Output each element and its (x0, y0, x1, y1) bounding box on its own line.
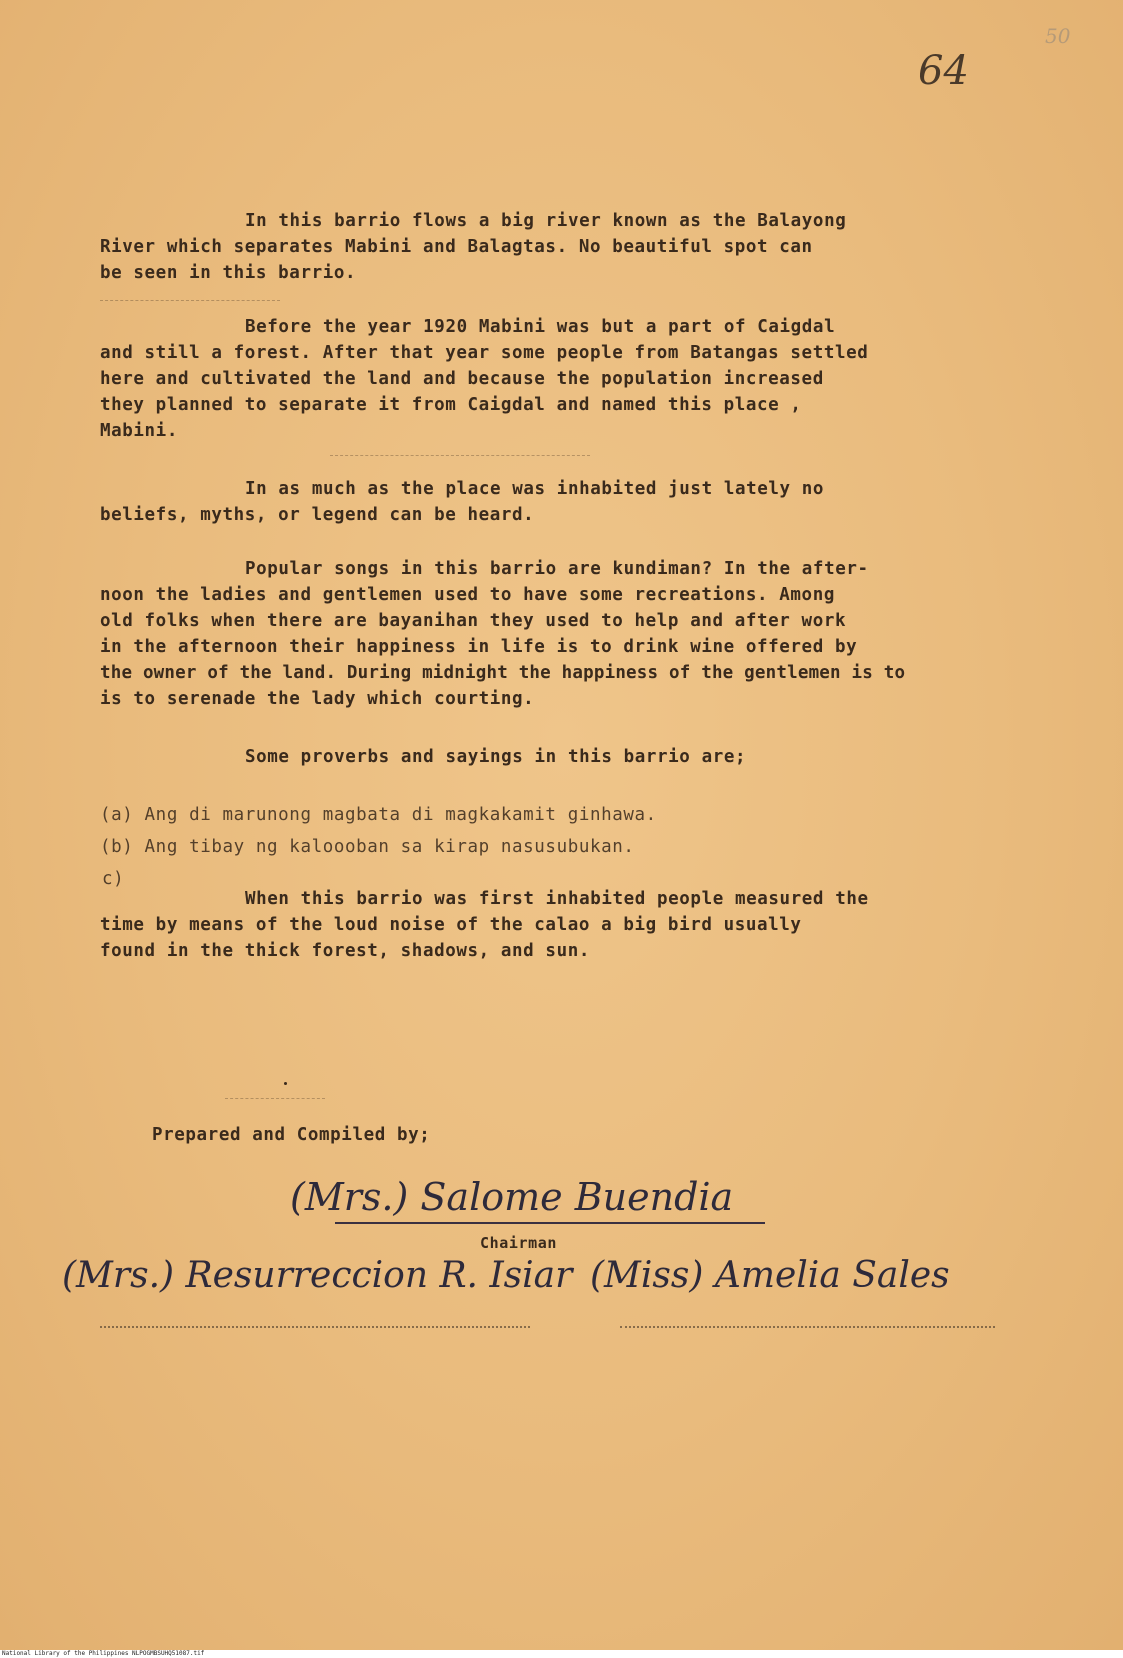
chairman-title: Chairman (480, 1234, 558, 1252)
paragraph3-line2: beliefs, myths, or legend can be heard. (100, 505, 535, 525)
chairman-signature-line (335, 1222, 765, 1224)
paragraph4-line4: in the afternoon their happiness in life is to drink wine offered by (100, 637, 858, 657)
prepared-by-label: Prepared and Compiled by; (152, 1125, 431, 1145)
member1-dotted-line (100, 1326, 530, 1328)
paragraph4-line6: is to serenade the lady which courting. (100, 689, 535, 709)
paragraph1-line1: In this barrio flows a big river known as the Balayong (245, 211, 847, 231)
member2-dotted-line (620, 1326, 995, 1328)
faint-dash (330, 455, 590, 456)
proverb-b: (b) Ang tibay ng kaloooban sa kirap nasusubukan. (100, 837, 635, 857)
paragraph4-line5: the owner of the land. During midnight the happiness of the gentlemen is to (100, 663, 906, 683)
paragraph2-line3: here and cultivated the land and because the population increased (100, 369, 824, 389)
paragraph2-line4: they planned to separate it from Caigdal and named this place , (100, 395, 802, 415)
paragraph2-line2: and still a forest. After that year some people from Batangas settled (100, 343, 869, 363)
faint-dash (225, 1098, 325, 1099)
paragraph2-line5: Mabini. (100, 421, 178, 441)
paragraph5-line2: time by means of the loud noise of the calao a big bird usually (100, 915, 802, 935)
paragraph1-line2: River which separates Mabini and Balagtas. No beautiful spot can (100, 237, 813, 257)
proverbs-intro: Some proverbs and sayings in this barrio are; (245, 747, 747, 767)
item-c-label: c) (102, 869, 125, 889)
faint-dash (100, 300, 280, 301)
ink-speck (284, 1082, 287, 1085)
proverb-a: (a) Ang di marunong magbata di magkakamit ginhawa. (100, 805, 657, 825)
paragraph5-line3: found in the thick forest, shadows, and sun. (100, 941, 590, 961)
member2-signature: (Miss) Amelia Sales (590, 1255, 950, 1296)
paragraph1-line3: be seen in this barrio. (100, 263, 357, 283)
paragraph4-line2: noon the ladies and gentlemen used to have some recreations. Among (100, 585, 835, 605)
member1-signature: (Mrs.) Resurreccion R. Isiar (62, 1255, 573, 1296)
chairman-signature: (Mrs.) Salome Buendia (290, 1175, 734, 1219)
paragraph4-line1: Popular songs in this barrio are kundiman? In the after- (245, 559, 869, 579)
paragraph5-line1: When this barrio was first inhabited people measured the (245, 889, 869, 909)
paragraph2-line1: Before the year 1920 Mabini was but a part of Caigdal (245, 317, 836, 337)
archive-footer: National Library of the Philippines NLPOGMBSUHQ51087.tif (0, 1650, 1123, 1658)
ink-page-number: 64 (918, 48, 969, 94)
paragraph4-line3: old folks when there are bayanihan they used to help and after work (100, 611, 847, 631)
pencil-page-number: 50 (1045, 24, 1071, 48)
paragraph3-line1: In as much as the place was inhabited just lately no (245, 479, 825, 499)
